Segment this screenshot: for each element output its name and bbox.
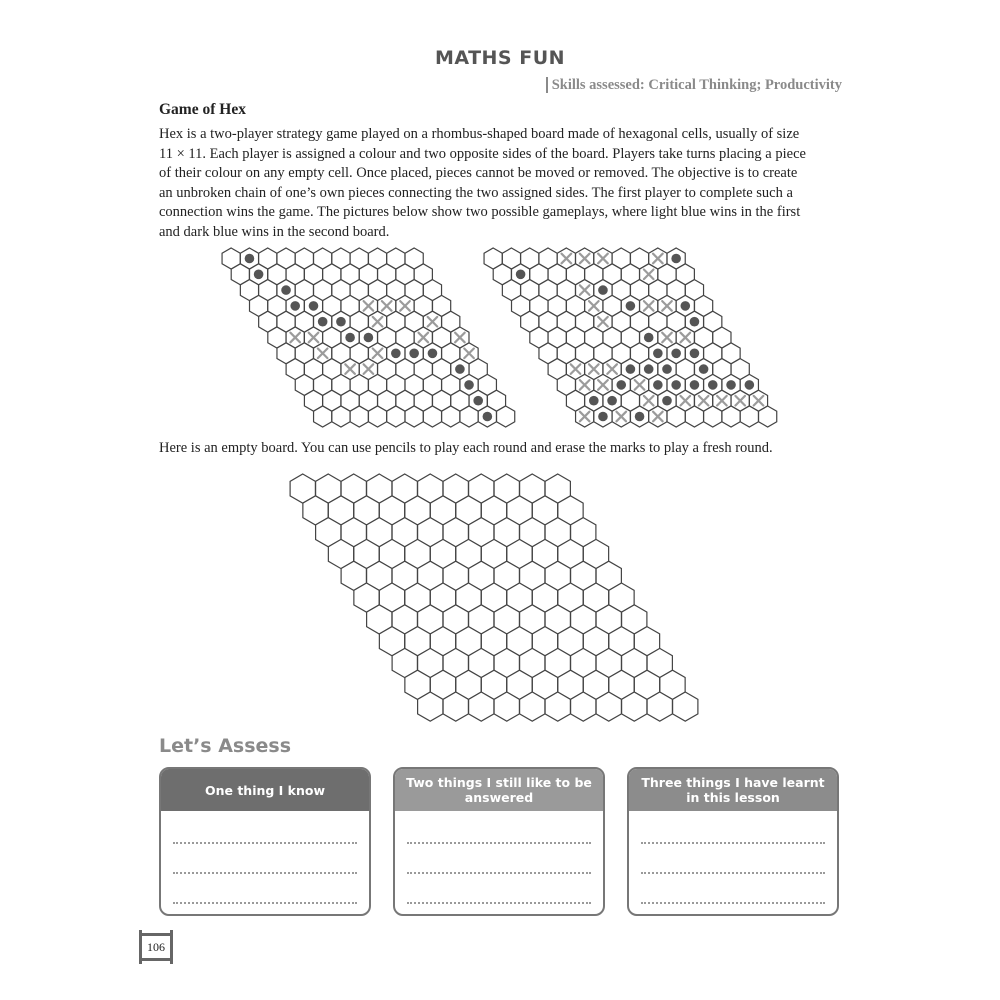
paragraph-line: connection wins the game. The pictures below show two possible gameplays, where light blue wins in the first <box>159 204 801 220</box>
writing-line[interactable] <box>173 842 357 844</box>
dark-piece <box>464 380 474 390</box>
writing-line[interactable] <box>641 872 825 874</box>
dark-piece <box>662 364 672 374</box>
dark-piece <box>671 349 681 359</box>
dark-piece <box>428 349 438 359</box>
hex-board-example-2 <box>482 246 782 431</box>
dark-piece <box>318 317 328 327</box>
hex-cell <box>314 406 332 427</box>
assess-card-two <box>393 767 605 916</box>
writing-line[interactable] <box>641 842 825 844</box>
dark-piece <box>409 349 419 359</box>
dark-piece <box>254 270 264 280</box>
description-paragraph <box>159 125 859 242</box>
writing-line[interactable] <box>173 902 357 904</box>
paragraph-line: an unbroken chain of one’s own pieces connecting the two assigned sides. The first player to complete such a <box>159 184 793 201</box>
writing-line[interactable] <box>407 872 591 874</box>
section-heading: Game of Hex <box>159 101 246 118</box>
dark-piece <box>635 412 645 422</box>
hex-cell <box>368 406 386 427</box>
dark-piece <box>598 412 608 422</box>
dark-piece <box>391 349 401 359</box>
dark-piece <box>455 364 465 374</box>
hex-cell <box>722 406 740 427</box>
lets-assess-title: Let’s Assess <box>159 735 292 757</box>
dark-piece <box>336 317 346 327</box>
hex-cell <box>685 406 703 427</box>
hex-cell <box>460 406 478 427</box>
dark-piece <box>281 285 291 295</box>
hex-cell <box>350 406 368 427</box>
hex-cell <box>387 406 405 427</box>
dark-piece <box>616 380 626 390</box>
paragraph-line: and dark blue wins in the second board. <box>159 223 390 240</box>
hex-cell <box>704 406 722 427</box>
dark-piece <box>290 301 300 311</box>
dark-piece <box>671 254 681 264</box>
dark-piece <box>598 285 608 295</box>
dark-piece <box>245 254 255 264</box>
dark-piece <box>745 380 755 390</box>
dark-piece <box>653 349 663 359</box>
hex-cell <box>332 406 350 427</box>
paragraph-line: of their colour on any empty cell. Once placed, pieces cannot be moved or removed. The objective is to create <box>159 165 798 181</box>
hex-cell <box>442 406 460 427</box>
writing-line[interactable] <box>173 872 357 874</box>
dark-piece <box>699 364 709 374</box>
assess-card-header: Two things I still like to be answered <box>395 769 603 811</box>
dark-piece <box>671 380 681 390</box>
dark-piece <box>708 380 718 390</box>
dark-piece <box>681 301 691 311</box>
assess-card-three <box>627 767 839 916</box>
dark-piece <box>690 349 700 359</box>
dark-piece <box>626 364 636 374</box>
dark-piece <box>309 301 319 311</box>
assess-card-header: Three things I have learnt in this lesson <box>629 769 837 811</box>
paragraph-line: 11 × 11. Each player is assigned a colour and two opposite sides of the board. Players take turns placing a piece <box>159 145 806 162</box>
hex-board-empty[interactable] <box>288 472 718 732</box>
dark-piece <box>626 301 636 311</box>
dark-piece <box>653 380 663 390</box>
dark-piece <box>589 396 599 406</box>
page-number: 106 <box>139 930 173 964</box>
writing-line[interactable] <box>641 902 825 904</box>
paragraph-line: Hex is a two-player strategy game played on a rhombus-shaped board made of hexagonal cells, usually of size <box>159 126 800 142</box>
dark-piece <box>644 364 654 374</box>
hex-cell <box>667 406 685 427</box>
hex-cell <box>405 406 423 427</box>
writing-line[interactable] <box>407 842 591 844</box>
hex-cell <box>423 406 441 427</box>
dark-piece <box>690 380 700 390</box>
dark-piece <box>644 333 654 343</box>
dark-piece <box>690 317 700 327</box>
dark-piece <box>345 333 355 343</box>
dark-piece <box>516 270 526 280</box>
assess-card-one <box>159 767 371 916</box>
page-title: MATHS FUN <box>434 47 566 69</box>
hex-cell <box>740 406 758 427</box>
hex-board-example-1 <box>220 246 520 431</box>
skills-assessed: Skills assessed: Critical Thinking; Productivity <box>546 77 842 93</box>
dark-piece <box>364 333 374 343</box>
dark-piece <box>662 396 672 406</box>
dark-piece <box>726 380 736 390</box>
empty-board-instructions: Here is an empty board. You can use pencils to play each round and erase the marks to play a fresh round. <box>159 440 773 456</box>
dark-piece <box>607 396 617 406</box>
writing-line[interactable] <box>407 902 591 904</box>
hex-cell <box>759 406 777 427</box>
assess-card-header: One thing I know <box>161 769 369 811</box>
